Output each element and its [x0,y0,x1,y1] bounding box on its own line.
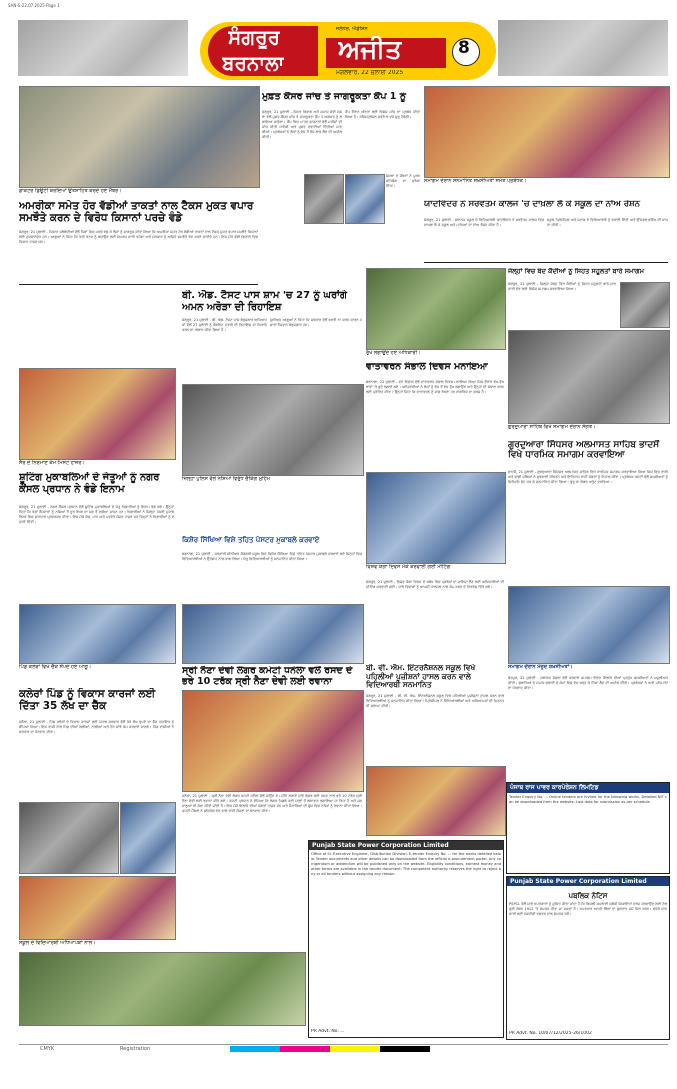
color-swatch-strip [230,1046,430,1052]
masthead [18,12,668,84]
caption-tree: ਰੁੱਖ ਲਗਾਉਂਦੇ ਹੋਏ ਅਧਿਕਾਰੀ। [366,350,421,356]
photo-jail-official [620,282,670,328]
caption-group-right: ਸਮਾਗਮ ਦੌਰਾਨ ਮੌਜੂਦ ਸ਼ਖ਼ਸੀਅਤਾਂ। [508,664,573,670]
headline-jail: ਜੇਲ੍ਹਾਂ ਵਿਚ ਬੰਦ ਕੈਦੀਆਂ ਨੂੰ ਸਿਹਤ ਸਹੂਲਤਾਂ ਬਾਰੇ ਸਮਾਗਮ [508,268,644,275]
divider [19,284,258,285]
headline-environment: ਵਾਤਾਵਰਨ ਸੰਭਾਲ ਦਿਵਸ ਮਨਾਇਆ [366,362,488,372]
photo-students-group [19,876,176,940]
photo-farmers-protest [19,86,260,188]
body-cancer-camp-2: ਕੈਂਪ ਦੌਰਾਨ ਔਰਤਾਂ ਲਈ ਵਿਸ਼ੇਸ਼ ਜਾਂਚ ਦਾ ਪ੍ਰਬੰਧ ਕੀਤਾ ਗਿਆ ਹੈ। ਰਜਿਸਟ੍ਰੇਸ਼ਨ ਸਵੇਰੇ 9 ਵਜੇ ਸ਼ੁਰੂ ਹੋਵੇਗੀ। [345,110,420,119]
headline-shooting: ਸ਼ੂਟਿੰਗ ਮੁਕਾਬਲਿਆਂ ਦੇ ਜੇਤੂਆਂ ਨੂੰ ਨਗਰ ਕੌਂਸਲ ਪ੍ਰਧਾਨ ਨੇ ਵੰਡੇ ਇਨਾਮ [19,472,160,495]
body-jail: ਸੰਗਰੂਰ, 21 ਜੁਲਾਈ - ਜ਼ਿਲ੍ਹਾ ਜੇਲ੍ਹ ਵਿਖੇ ਕੈਦੀਆਂ ਨੂੰ ਸਿਹਤ ਸਹੂਲਤਾਂ ਬਾਰੇ ਜਾਣਕਾਰੀ ਦੇਣ ਲਈ ਵਿਸ਼ੇਸ਼ ਸਮਾਗਮ ਕਰਵਾਇਆ ਗਿਆ। [508,282,616,291]
ad-psplc-right [506,876,670,1040]
page-number: 8 [458,39,470,58]
masthead-right-skyline [498,20,668,76]
caption-kaleran: ਪਿੰਡ ਕਲੇਰਾਂ ਵਿਖੇ ਚੈੱਕ ਸੌਂਪਦੇ ਹੋਏ ਆਗੂ। [19,664,92,670]
caption-shooting: ਸੈਰ ਦੇ ਨਿਰਮਾਣ ਕੰਮ ਮਿਸਟ ਹਾਜ਼ਰ। [19,460,85,466]
footer-cmyk: CMYK [40,1046,55,1052]
caption-police: ਜ਼ਿਲ੍ਹਾ ਪੁਲਿਸ ਵੱਲੋਂ ਨਸ਼ਿਆਂ ਵਿਰੁੱਧ ਚੈਕਿੰਗ ਮੁਹਿੰਮ [182,476,270,482]
masthead-brand: ਅਜੀਤ [338,36,402,65]
caption-felicitation: ਸਮਾਗਮ ਦੌਰਾਨ ਸਨਮਾਨਿਤ ਸ਼ਖ਼ਸੀਅਤਾਂ ਸਮੇਤ ਪ੍ਰਬੰਧਕ। [424,178,527,184]
ad-title: Punjab State Power Corporation Limited [309,841,503,850]
body-bed-test: ਸੰਗਰੂਰ, 21 ਜੁਲਾਈ - ਬੀ. ਐਡ. ਟੈਸਟ ਪਾਸ ਬੇਰੁਜ਼ਗਾਰ ਅਧਿਆਪਕਾਂ ਵੱਲੋਂ 27 ਜੁਲਾਈ ਨੂੰ ਕੈਬਨਿਟ ਮੰਤਰੀ ਦੀ ਰਿਹਾਇਸ਼ ਦਾ ਘਿਰਾਓ ਕਰਨ ਦਾ ਐਲਾਨ ਕੀਤਾ ਗਿਆ ਹੈ। [182,318,267,332]
caption-gurdwara: ਗੁਰਦੁਆਰਾ ਸਾਹਿਬ ਵਿਖੇ ਸਮਾਗਮ ਦੌਰਾਨ ਸੰਗਤ। [508,424,596,430]
masthead-brand-sub: ਜਲੰਧਰ, ਐਡੀਸ਼ਨ [336,26,368,32]
photo-group-right [508,586,670,664]
body-right-bottom: ਸ਼ੇਰਪੁਰ, 21 ਜੁਲਾਈ - ਸਥਾਨਕ ਸੰਸਥਾ ਵੱਲੋਂ ਕਰਵਾਏ ਸਮਾਗਮ ਦੌਰਾਨ ਇਲਾਕੇ ਦੀਆਂ ਪ੍ਰਮੁੱਖ ਸ਼ਖ਼ਸੀਅਤਾਂ ਨੇ ਸ਼ਮੂਲੀਅਤ ਕੀਤੀ। ਬੁਲਾਰਿਆਂ ਨੇ ਸਮਾਜ ਭਲਾਈ ਦੇ ਕੰਮਾਂ ਵਿਚ ਵੱਧ ਚੜ੍ਹ ਕੇ ਹਿੱਸਾ ਲੈਣ ਦੀ ਅਪੀਲ ਕੀਤੀ। ਪ੍ਰਬੰਧਕਾਂ ਨੇ ਆਏ ਮਹਿਮਾਨਾਂ ਦਾ ਧੰਨਵਾਦ ਕੀਤਾ। [508,676,668,690]
body-kaleran: ਧਨੌਲਾ, 21 ਜੁਲਾਈ - ਪਿੰਡ ਕਲੇਰਾਂ ਦੇ ਵਿਕਾਸ ਕਾਰਜਾਂ ਲਈ ਪੰਜਾਬ ਸਰਕਾਰ ਵੱਲੋਂ 35 ਲੱਖ ਰੁਪਏ ਦਾ ਚੈੱਕ ਪੰਚਾਇਤ ਨੂੰ ਸੌਂਪਿਆ ਗਿਆ। ਇਸ ਰਾਸ਼ੀ ਨਾਲ ਪਿੰਡ ਦੀਆਂ ਗਲੀਆਂ, ਨਾਲੀਆਂ ਅਤੇ ਹੋਰ ਸਾਂਝੇ ਕੰਮ ਕਰਵਾਏ ਜਾਣਗੇ। ਪਿੰਡ ਵਾਸੀਆਂ ਨੇ ਸਰਕਾਰ ਦਾ ਧੰਨਵਾਦ ਕੀਤਾ। [19,720,174,734]
headline-bvm-school: ਬੀ. ਵੀ. ਐਮ. ਇੰਟਰਨੈਸ਼ਨਲ ਸਕੂਲ ਵਿਖੇ ਪਹਿਲੀਆਂ ਪੁਜ਼ੀਸ਼ਨਾਂ ਹਾਸਲ ਕਰਨ ਵਾਲੇ ਵਿਦਿਆਰਥੀ ਸਨਮਾਨਿਤ [366,664,476,690]
ad-psplc-top-right [506,782,670,874]
photo-organizer-portrait [345,174,385,224]
ad-ref: PR Advt. No. ... [311,1029,345,1034]
ad-ref: PR Advt. No. 10/07/12/2025-26/1002 [509,1031,592,1036]
body-bed-test-2: ਯੂਨੀਅਨ ਆਗੂਆਂ ਨੇ ਕਿਹਾ ਕਿ ਸਰਕਾਰ ਵੱਲੋਂ ਭਰਤੀ ਨਾ ਕਰਨ ਕਾਰਨ ਹਜ਼ਾਰਾਂ ਨੌਜਵਾਨ ਬੇਰੁਜ਼ਗਾਰ ਹਨ। [270,318,362,327]
masthead-title-line2: ਬਰਨਾਲਾ [222,52,285,75]
ad-body: Office of Sr. Executive Engineer, Distribution Division. E-tender Enquiry No. ... for the works detailed below. Tender documents and other details can be downloaded from the official e-procurement portal. Any corrigendum or addendum will be published only on the website. Eligibility conditions, earnest money and other terms are available in the tender document. The competent authority reserves the right to reject any or all tenders without assigning any reason. [311,852,501,876]
footer-reg: Registration [120,1046,151,1052]
ad-notice-title: ਪਬਲਿਕ ਨੋਟਿਸ [568,892,608,900]
body-shooting: ਸੰਗਰੂਰ, 21 ਜੁਲਾਈ - ਨਗਰ ਕੌਂਸਲ ਪ੍ਰਧਾਨ ਵੱਲੋਂ ਸ਼ੂਟਿੰਗ ਮੁਕਾਬਲਿਆਂ ਦੇ ਜੇਤੂ ਖਿਡਾਰੀਆਂ ਨੂੰ ਇਨਾਮ ਵੰਡੇ ਗਏ। ਉਨ੍ਹਾਂ ਕਿਹਾ ਕਿ ਖੇਡਾਂ ਨੌਜਵਾਨਾਂ ਨੂੰ ਨਸ਼ਿਆਂ ਤੋਂ ਦੂਰ ਰੱਖਣ ਦਾ ਸਭ ਤੋਂ ਵਧੀਆ ਸਾਧਨ ਹਨ। ਖਿਡਾਰੀਆਂ ਨੇ ਜ਼ਿਲ੍ਹਾ ਪੱਧਰੀ ਮੁਕਾਬਲਿਆਂ ਵਿਚ ਸ਼ਾਨਦਾਰ ਪ੍ਰਦਰਸ਼ਨ ਕੀਤਾ। ਇਸ ਮੌਕੇ ਕੋਚ, ਮਾਪੇ ਅਤੇ ਪਤਵੰਤੇ ਸੱਜਣ ਹਾਜ਼ਰ ਸਨ ਜਿਨ੍ਹਾਂ ਨੇ ਖਿਡਾਰੀਆਂ ਨੂੰ ਵਧਾਈ ਦਿੱਤੀ। [19,505,174,524]
masthead-left-skyline [18,20,188,76]
headline-naina-devi: ਸ੍ਰੀ ਨੈਣਾ ਦੇਵੀ ਲੰਗਰ ਕਮੇਟੀ ਧਨੌਲਾ ਵਲੋਂ ਰਸਦ ਦੇ ਭਰੇ 10 ਟਰੱਕ ਸ੍ਰੀ ਨੈਣਾ ਦੇਵੀ ਲਈ ਰਵਾਨਾ [182,666,353,687]
body-naina-devi: ਧਨੌਲਾ, 21 ਜੁਲਾਈ - ਸ੍ਰੀ ਨੈਣਾ ਦੇਵੀ ਲੰਗਰ ਕਮੇਟੀ ਧਨੌਲਾ ਵੱਲੋਂ ਸਾਉਣ ਦੇ ਮਹੀਨੇ ਲਗਾਏ ਜਾਂਦੇ ਲੰਗਰ ਲਈ ਰਸਦ ਨਾਲ ਭਰੇ 10 ਟਰੱਕ ਸ੍ਰੀ ਨੈਣਾ ਦੇਵੀ ਲਈ ਰਵਾਨਾ ਕੀਤੇ ਗਏ। ਕਮੇਟੀ ਪ੍ਰਧਾਨ ਨੇ ਦੱਸਿਆ ਕਿ ਲੰਗਰ ਪਿਛਲੇ ਕਈ ਸਾਲਾਂ ਤੋਂ ਲਗਾਤਾਰ ਲਗਾਇਆ ਜਾ ਰਿਹਾ ਹੈ ਅਤੇ ਸ਼ਰਧਾਲੂਆਂ ਦੀ ਸੇਵਾ ਕੀਤੀ ਜਾਂਦੀ ਹੈ। ਇਸ ਮੌਕੇ ਇਲਾਕੇ ਦੀਆਂ ਸੰਗਤਾਂ ਹਾਜ਼ਰ ਸਨ ਅਤੇ ਜੈਕਾਰਿਆਂ ਦੀ ਗੂੰਜ ਵਿਚ ਟਰੱਕਾਂ ਨੂੰ ਰਵਾਨਾ ਕੀਤਾ ਗਿਆ। ਕਮੇਟੀ ਮੈਂਬਰਾਂ ਨੇ ਸਹਿਯੋਗ ਦੇਣ ਵਾਲੇ ਦਾਨੀ ਸੱਜਣਾਂ ਦਾ ਧੰਨਵਾਦ ਕੀਤਾ। [182,794,362,813]
photo-police-checking [182,384,364,476]
photo-posters [182,604,364,664]
print-slug: SAN-S-22.07.2025-Page 1 [8,3,60,8]
photo-doctor-portrait [304,174,344,224]
ad-body: Tender Enquiry No. ... Online tenders are invited for the following works. Detailed NIT can be downloaded from the website. Last date for submission as per schedule. [509,795,667,804]
photo-kaleran-cheque [19,604,176,664]
photo-left-bottom-2 [120,802,176,874]
photo-gurdwara [508,330,670,424]
photo-langar-trucks [182,690,364,792]
body-teen-education: ਬਰਨਾਲਾ, 21 ਜੁਲਾਈ - ਸਰਕਾਰੀ ਸੀਨੀਅਰ ਸੈਕੰਡਰੀ ਸਕੂਲ ਵਿਖੇ ਕਿਸ਼ੋਰ ਸਿੱਖਿਆ ਵਿਸ਼ੇ ਤਹਿਤ ਪੋਸਟਰ ਮੁਕਾਬਲੇ ਕਰਵਾਏ ਗਏ ਜਿਨ੍ਹਾਂ ਵਿਚ ਵਿਦਿਆਰਥੀਆਂ ਨੇ ਉਤਸ਼ਾਹ ਨਾਲ ਭਾਗ ਲਿਆ। ਜੇਤੂ ਵਿਦਿਆਰਥੀਆਂ ਨੂੰ ਸਨਮਾਨਿਤ ਕੀਤਾ ਗਿਆ। [182,552,362,561]
photo-tree-plantation [366,268,506,350]
photo-left-bottom [19,802,119,874]
ad-title: ਪੰਜਾਬ ਰਾਜ ਪਾਵਰ ਕਾਰਪੋਰੇਸ਼ਨ ਲਿਮਟਿਡ [507,783,669,793]
headline-bed-test: ਬੀ. ਐਡ. ਟੈਸਟ ਪਾਸ ਸ਼ਾਮ 'ਚ 27 ਨੂੰ ਘਰਾਂਗੇ ਅਮਨ ਅਰੋੜਾ ਦੀ ਰਿਹਾਇਸ਼ [182,290,347,313]
body-environment: ਬਰਨਾਲਾ, 21 ਜੁਲਾਈ - ਵਣ ਵਿਭਾਗ ਵੱਲੋਂ ਵਾਤਾਵਰਨ ਸੰਭਾਲ ਦਿਵਸ ਮਨਾਇਆ ਗਿਆ ਜਿਸ ਦੌਰਾਨ ਵੱਖ-ਵੱਖ ਥਾਵਾਂ 'ਤੇ ਬੂਟੇ ਲਗਾਏ ਗਏ। ਅਧਿਕਾਰੀਆਂ ਨੇ ਲੋਕਾਂ ਨੂੰ ਵੱਧ ਤੋਂ ਵੱਧ ਰੁੱਖ ਲਗਾਉਣ ਅਤੇ ਉਨ੍ਹਾਂ ਦੀ ਸੰਭਾਲ ਕਰਨ ਲਈ ਪ੍ਰੇਰਿਤ ਕੀਤਾ। ਉਨ੍ਹਾਂ ਕਿਹਾ ਕਿ ਵਾਤਾਵਰਨ ਨੂੰ ਸਾਫ਼ ਰੱਖਣਾ ਹਰ ਨਾਗਰਿਕ ਦਾ ਫ਼ਰਜ਼ ਹੈ। [366,380,504,394]
headline-college: ਯਾਦਵਿੰਦਰ ਨੇ ਸਰਵੋਤਮ ਕਾਲਜ 'ਚ ਦਾਖ਼ਲਾ ਲੈ ਕੇ ਸਕੂਲ ਦਾ ਨਾਂਅ ਰੌਸ਼ਨ [424,200,640,209]
body-yoga: ਸੰਗਰੂਰ, 21 ਜੁਲਾਈ - ਵਿਸ਼ਵ ਯੋਗਾ ਦਿਵਸ ਦੇ ਸਬੰਧ ਵਿਚ ਪ੍ਰਬੰਧਾਂ ਦਾ ਜਾਇਜ਼ਾ ਲੈਣ ਲਈ ਅਧਿਕਾਰੀਆਂ ਦੀ ਮੀਟਿੰਗ ਕਰਵਾਈ ਗਈ। ਸਾਰੇ ਵਿਭਾਗਾਂ ਨੂੰ ਆਪਸੀ ਤਾਲਮੇਲ ਨਾਲ ਕੰਮ ਕਰਨ ਦੇ ਨਿਰਦੇਸ਼ ਦਿੱਤੇ ਗਏ। [366,580,504,589]
photo-rally [19,952,306,1026]
body-college: ਸੰਗਰੂਰ, 21 ਜੁਲਾਈ - ਸਥਾਨਕ ਸਕੂਲ ਦੇ ਵਿਦਿਆਰਥੀ ਯਾਦਵਿੰਦਰ ਨੇ ਸਰਵੋਤਮ ਕਾਲਜ ਵਿਚ ਦਾਖ਼ਲਾ ਲੈ ਕੇ ਸਕੂਲ ਅਤੇ ਮਾਪਿਆਂ ਦਾ ਨਾਂਅ ਰੌਸ਼ਨ ਕੀਤਾ ਹੈ। [424,218,544,227]
headline-gurdwara: ਗੁਰਦੁਆਰਾ ਸਿੱਧਸਰ ਅਲਮਾਸਤ ਸਾਹਿਬ ਭਾਦਸੋਂ ਵਿਖੇ ਧਾਰਮਿਕ ਸਮਾਗਮ ਕਰਵਾਇਆ [508,440,660,461]
caption-left-bottom: ਸਕੂਲ ਦੇ ਵਿਦਿਆਰਥੀ ਅਧਿਆਪਕਾਂ ਨਾਲ। [19,940,96,946]
headline-farmers: ਅਮਰੀਕਾ ਸਮੇਤ ਹੋਰ ਵੱਡੀਆਂ ਤਾਕਤਾਂ ਨਾਲ ਟੈਕਸ ਮੁਕਤ ਵਪਾਰ ਸਮਝੌਤੇ ਕਰਨ ਦੇ ਵਿਰੋਧ ਕਿਸਾਨਾਂ ਪਰਚੇ ਵੰਡੇ [19,200,254,225]
body-cancer-camp: ਸੰਗਰੂਰ, 21 ਜੁਲਾਈ - ਸਿਹਤ ਵਿਭਾਗ ਅਤੇ ਸਮਾਜ ਸੇਵੀ ਸੰਸਥਾ ਵੱਲੋਂ ਮੁਫ਼ਤ ਕੈਂਸਰ ਜਾਂਚ ਤੇ ਜਾਗਰੂਕਤਾ ਕੈਂਪ 1 ਅਗਸਤ ਨੂੰ ਲਗਾਇਆ ਜਾਵੇਗਾ। ਕੈਂਪ ਵਿਚ ਮਾਹਰ ਡਾਕਟਰਾਂ ਵੱਲੋਂ ਮਰੀਜ਼ਾਂ ਦੀ ਜਾਂਚ ਕੀਤੀ ਜਾਵੇਗੀ ਅਤੇ ਮੁਫ਼ਤ ਦਵਾਈਆਂ ਦਿੱਤੀਆਂ ਜਾਣਗੀਆਂ। ਪ੍ਰਬੰਧਕਾਂ ਨੇ ਲੋਕਾਂ ਨੂੰ ਵੱਧ ਤੋਂ ਵੱਧ ਲਾਭ ਲੈਣ ਦੀ ਅਪੀਲ ਕੀਤੀ। [262,110,342,139]
headline-cancer-camp: ਮੁਫ਼ਤ ਕੈਂਸਰ ਜਾਂਚ ਤੇ ਜਾਗਰੂਕਤਾ ਕੈਂਪ 1 ਨੂੰ [262,92,406,102]
photo-felicitation [424,86,670,178]
photo-shooting-winners [19,368,176,460]
divider [424,262,668,263]
photo-group-officials [366,472,506,564]
ad-psplc-left [308,840,504,1038]
headline-kaleran: ਕਲੇਰਾਂ ਪਿੰਡ ਨੂੰ ਵਿਕਾਸ ਕਾਰਜਾਂ ਲਈ ਦਿੱਤਾ 35 ਲੱਖ ਦਾ ਚੈੱਕ [19,688,156,713]
caption-yoga: ਵਿਸ਼ਵ ਯੋਗਾ ਦਿਵਸ ਮੌਕੇ ਕਰਵਾਈ ਗਈ ਮੀਟਿੰਗ [366,564,451,570]
body-cancer-camp-3: ਸੰਸਥਾ ਦੇ ਮੈਂਬਰਾਂ ਨੇ ਪੂਰਨ ਸਹਿਯੋਗ ਦਾ ਭਰੋਸਾ ਦਿੱਤਾ। [386,174,420,188]
body-farmers: ਸੰਗਰੂਰ, 21 ਜੁਲਾਈ - ਕਿਸਾਨ ਜਥੇਬੰਦੀਆਂ ਵੱਲੋਂ ਪਿੰਡਾਂ ਵਿਚ ਪਰਚੇ ਵੰਡ ਕੇ ਲੋਕਾਂ ਨੂੰ ਜਾਗਰੂਕ ਕੀਤਾ ਗਿਆ ਕਿ ਅਮਰੀਕਾ ਸਮੇਤ ਹੋਰ ਵੱਡੀਆਂ ਤਾਕਤਾਂ ਨਾਲ ਟੈਕਸ ਮੁਕਤ ਵਪਾਰ ਸਮਝੌਤੇ ਕਿਸਾਨਾਂ ਲਈ ਨੁਕਸਾਨਦੇਹ ਹਨ। ਆਗੂਆਂ ਨੇ ਕਿਹਾ ਕਿ ਖੇਤੀ ਖੇਤਰ ਨੂੰ ਬਚਾਉਣ ਲਈ ਸੰਘਰਸ਼ ਜਾਰੀ ਰਹੇਗਾ ਅਤੇ ਸਰਕਾਰ ਨੂੰ ਅਜਿਹੇ ਸਮਝੌਤੇ ਰੱਦ ਕਰਨੇ ਚਾਹੀਦੇ ਹਨ। ਇਸ ਮੌਕੇ ਵੱਡੀ ਗਿਣਤੀ ਵਿਚ ਕਿਸਾਨ ਹਾਜ਼ਰ ਸਨ। [19,230,258,244]
ad-title: Punjab State Power Corporation Limited [507,877,669,886]
caption-farmers: ਡਾਕਟਰ ਡਿਊਟੀ ਕਰਦਿਆਂ ਉਤਸ਼ਾਹਿਤ ਕਰਦੇ ਹੋਏ ਮੈਂਬਰ। [19,188,122,194]
body-college-2: ਸਕੂਲ ਪ੍ਰਿੰਸੀਪਲ ਅਤੇ ਸਟਾਫ਼ ਨੇ ਵਿਦਿਆਰਥੀ ਨੂੰ ਵਧਾਈ ਦਿੱਤੀ ਅਤੇ ਉੱਜਵਲ ਭਵਿੱਖ ਦੀ ਕਾਮਨਾ ਕੀਤੀ। [547,218,668,227]
masthead-title-line1: ਸੰਗਰੂਰ [228,26,281,49]
photo-bvm-students [366,766,506,836]
body-bvm-school: ਸੰਗਰੂਰ, 21 ਜੁਲਾਈ - ਬੀ. ਵੀ. ਐਮ. ਇੰਟਰਨੈਸ਼ਨਲ ਸਕੂਲ ਵਿਖੇ ਪਹਿਲੀਆਂ ਪੁਜ਼ੀਸ਼ਨਾਂ ਹਾਸਲ ਕਰਨ ਵਾਲੇ ਵਿਦਿਆਰਥੀਆਂ ਨੂੰ ਸਨਮਾਨਿਤ ਕੀਤਾ ਗਿਆ। ਪ੍ਰਿੰਸੀਪਲ ਨੇ ਵਿਦਿਆਰਥੀਆਂ ਅਤੇ ਅਧਿਆਪਕਾਂ ਦੀ ਮਿਹਨਤ ਦੀ ਸ਼ਲਾਘਾ ਕੀਤੀ। [366,694,504,708]
ad-body: PSPCL ਵੱਲੋਂ ਸਾਰੇ ਖਪਤਕਾਰਾਂ ਨੂੰ ਸੂਚਿਤ ਕੀਤਾ ਜਾਂਦਾ ਹੈ ਕਿ ਬਿਜਲੀ ਸਪਲਾਈ ਸਬੰਧੀ ਸ਼ਿਕਾਇਤਾਂ ਦਰਜ ਕਰਵਾਉਣ ਲਈ ਟੋਲ ਫ੍ਰੀ ਨੰਬਰ 1912 'ਤੇ ਸੰਪਰਕ ਕੀਤਾ ਜਾ ਸਕਦਾ ਹੈ। ਖਪਤਕਾਰ ਆਪਣੇ ਬਿੱਲਾਂ ਦਾ ਭੁਗਤਾਨ ਸਮੇਂ ਸਿਰ ਕਰਨ। ਵਧੇਰੇ ਜਾਣਕਾਰੀ ਲਈ ਨਜ਼ਦੀਕੀ ਦਫ਼ਤਰ ਨਾਲ ਸੰਪਰਕ ਕਰੋ। [509,902,667,917]
headline-teen-education: ਕਿਸ਼ੋਰ ਸਿੱਖਿਆ ਵਿਸ਼ੇ ਤਹਿਤ ਪੋਸਟਰ ਮੁਕਾਬਲੇ ਕਰਵਾਏ [182,536,320,544]
masthead-date: ਮੰਗਲਵਾਰ, 22 ਜੁਲਾਈ 2025 [336,70,404,76]
body-gurdwara: ਭਾਦਸੋਂ, 21 ਜੁਲਾਈ - ਗੁਰਦੁਆਰਾ ਸਿੱਧਸਰ ਅਲਮਾਸਤ ਸਾਹਿਬ ਵਿਖੇ ਧਾਰਮਿਕ ਸਮਾਗਮ ਕਰਵਾਇਆ ਗਿਆ ਜਿਸ ਵਿਚ ਰਾਗੀ ਅਤੇ ਢਾਡੀ ਜਥਿਆਂ ਨੇ ਗੁਰਬਾਣੀ ਕੀਰਤਨ ਅਤੇ ਇਤਿਹਾਸ ਰਾਹੀਂ ਸੰਗਤਾਂ ਨੂੰ ਨਿਹਾਲ ਕੀਤਾ। ਪ੍ਰਬੰਧਕ ਕਮੇਟੀ ਵੱਲੋਂ ਸ਼ਖ਼ਸੀਅਤਾਂ ਨੂੰ ਸਿਰੋਪਾਓ ਭੇਟ ਕਰ ਕੇ ਸਨਮਾਨਿਤ ਕੀਤਾ ਗਿਆ। ਗੁਰੂ ਕਾ ਲੰਗਰ ਅਤੁੱਟ ਵਰਤਿਆ। [508,470,668,484]
